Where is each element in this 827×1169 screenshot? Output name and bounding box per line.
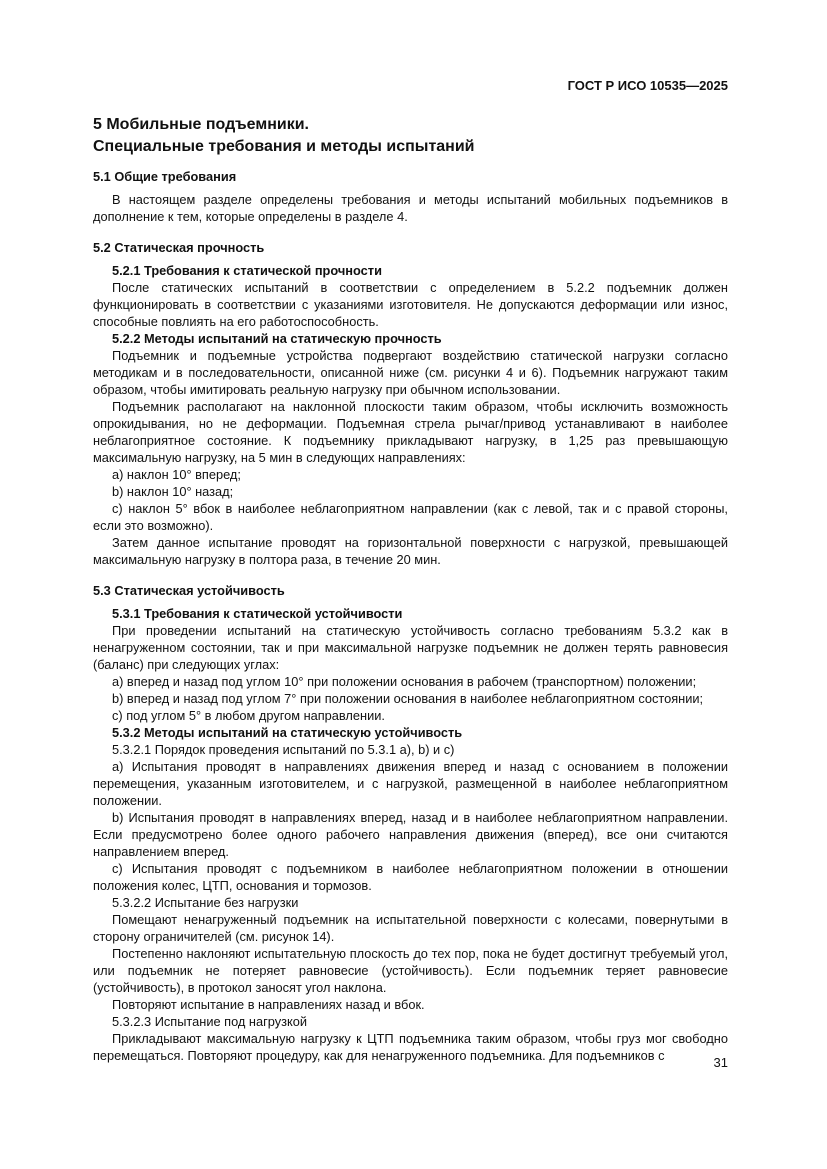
subheading-5-3-2-3: 5.3.2.3 Испытание под нагрузкой [112, 1014, 308, 1029]
list-item: a) вперед и назад под углом 10° при положении основания в рабочем (транспортном) положении; [112, 674, 697, 689]
heading-5-3: 5.3 Статическая устойчивость [93, 583, 285, 598]
heading-5-3-2: 5.3.2 Методы испытаний на статическую устойчивость [112, 725, 463, 740]
list-item: b) наклон 10° назад; [112, 484, 234, 499]
paragraph: Повторяют испытание в направлениях назад и вбок. [112, 997, 425, 1012]
subheading-5-3-2-2: 5.3.2.2 Испытание без нагрузки [112, 895, 299, 910]
list-item: b) вперед и назад под углом 7° при положении основания в наиболее неблагоприятном состоянии; [112, 691, 704, 706]
list-item: c) наклон 5° вбок в наиболее неблагоприятном направлении (как с левой, так и с правой стороны, если это возможно). [93, 501, 728, 533]
heading-5-2-1: 5.2.1 Требования к статической прочности [112, 263, 382, 278]
document-code-header: ГОСТ Р ИСО 10535—2025 [567, 78, 728, 93]
list-item: b) Испытания проводят в направлениях вперед, назад и в наиболее неблагоприятном направлении. Если предусмотрено более одного рабочего направления движения (вперед), все они считаются направлением вперед. [93, 810, 728, 859]
page-number: 31 [713, 1055, 728, 1070]
paragraph: Помещают ненагруженный подъемник на испытательной поверхности с колесами, повернутыми в сторону ограничителей (см. рисунок 14). [93, 912, 728, 944]
list-item: c) Испытания проводят с подъемником в наиболее неблагоприятном положении в отношении положения колес, ЦТП, основания и тормозов. [93, 861, 728, 893]
paragraph: После статических испытаний в соответствии с определением в 5.2.2 подъемник должен функционировать в соответствии с указаниями изготовителя. Не допускаются деформации или износ, способные повлиять на его работоспособность. [93, 280, 728, 329]
paragraph: Прикладывают максимальную нагрузку к ЦТП подъемника таким образом, чтобы груз мог свободно перемещаться. Повторяют процедуру, как для ненагруженного подъемника. Для подъемников с [93, 1031, 728, 1063]
paragraph: В настоящем разделе определены требования и методы испытаний мобильных подъемников в дополнение к тем, которые определены в разделе 4. [93, 192, 728, 224]
section-title-line1: 5 Мобильные подъемники. [93, 116, 309, 133]
list-item: a) Испытания проводят в направлениях движения вперед и назад с основанием в положении перемещения, указанным изготовителем, и с нагрузкой, размещенной в наиболее неблагоприятном положении. [93, 759, 728, 808]
subheading-5-3-2-1: 5.3.2.1 Порядок проведения испытаний по 5.3.1 a), b) и c) [112, 742, 455, 757]
list-item: c) под углом 5° в любом другом направлении. [112, 708, 385, 723]
heading-5-1: 5.1 Общие требования [93, 169, 237, 184]
section-title [93, 114, 728, 158]
section-title-line2: Специальные требования и методы испытаний [93, 138, 475, 155]
paragraph: Постепенно наклоняют испытательную плоскость до тех пор, пока не будет достигнут требуемый угол, или подъемник не потеряет равновесие (устойчивость). Если подъемник теряет равновесие (устойчивость), в протокол заносят угол наклона. [93, 946, 728, 995]
heading-5-2: 5.2 Статическая прочность [93, 240, 265, 255]
paragraph: При проведении испытаний на статическую устойчивость согласно требованиям 5.3.2 как в ненагруженном состоянии, так и при максимальной нагрузке подъемник не должен терять равновесия (баланс) при следующих углах: [93, 623, 728, 672]
heading-5-2-2: 5.2.2 Методы испытаний на статическую прочность [112, 331, 442, 346]
page-body [93, 114, 728, 1064]
paragraph: Подъемник и подъемные устройства подвергают воздействию статической нагрузки согласно методикам и в последовательности, описанной ниже (см. рисунки 4 и 6). Подъемник нагружают таким образом, чтобы имитировать реальную нагрузку при обычном использовании. [93, 348, 728, 397]
list-item: a) наклон 10° вперед; [112, 467, 241, 482]
paragraph: Затем данное испытание проводят на горизонтальной поверхности с нагрузкой, превышающей максимальную нагрузку в полтора раза, в течение 20 мин. [93, 535, 728, 567]
heading-5-3-1: 5.3.1 Требования к статической устойчивости [112, 606, 403, 621]
paragraph: Подъемник располагают на наклонной плоскости таким образом, чтобы исключить возможность опрокидывания, но не деформации. Подъемная стрела рычаг/привод устанавливают в наиболее неблагоприятное состояние. К подъемнику прикладывают нагрузку, в 1,25 раз превышающую максимальную нагрузку, на 5 мин в следующих направлениях: [93, 399, 728, 465]
